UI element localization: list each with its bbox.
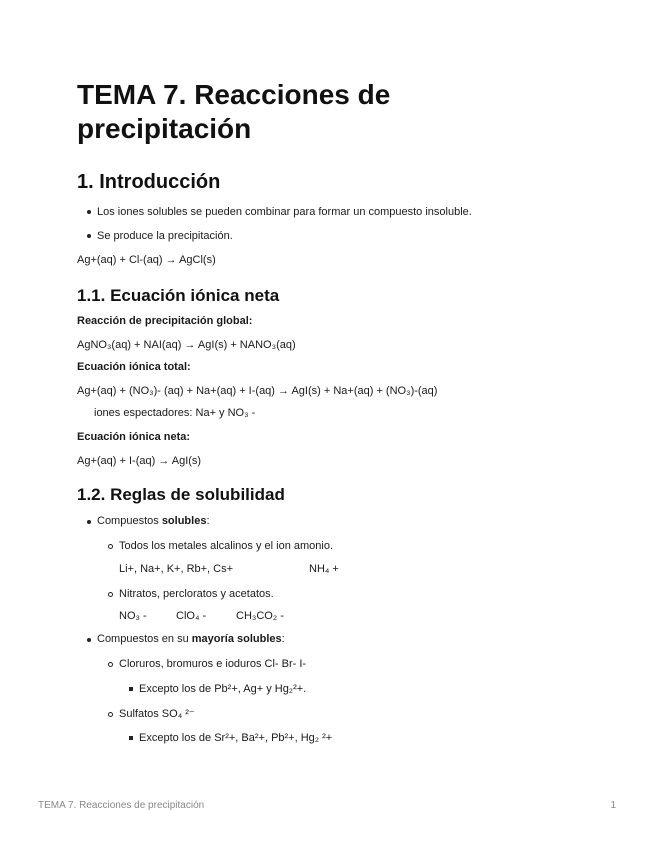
page-number: 1: [610, 800, 616, 811]
bullet-marker: [87, 520, 91, 524]
sub-bullet-marker: [108, 544, 113, 549]
ion-ammonium: NH₄ +: [309, 563, 339, 575]
equation-total: Ag+(aq) + (NO₃)- (aq) + Na+(aq) + I-(aq) → AgI(s) + Na+(aq) + (NO₃)-(aq): [77, 385, 438, 397]
list-item: Cloruros, bromuros e ioduros Cl- Br- I-: [119, 658, 307, 670]
ion-perchlorate: ClO₄ -: [176, 610, 207, 622]
bullet-marker: [87, 638, 91, 642]
equation-net: Ag+(aq) + I-(aq) → AgI(s): [77, 455, 202, 467]
list-item: Sulfatos SO₄ ²⁻: [119, 708, 195, 720]
equation: Ag+(aq) + Cl-(aq) → AgCl(s): [77, 254, 216, 266]
label-global: Reacción de precipitación global:: [77, 315, 253, 327]
footer-title: TEMA 7. Reacciones de precipitación: [38, 800, 205, 811]
list-item: Nitratos, percloratos y acetatos.: [119, 588, 274, 600]
label-total: Ecuación iónica total:: [77, 361, 191, 373]
sub-bullet-marker: [108, 712, 113, 717]
bullet-marker: [87, 234, 91, 238]
section-heading-reglas-solubilidad: 1.2. Reglas de solubilidad: [77, 485, 285, 504]
sub-sub-bullet-marker: [129, 736, 133, 740]
list-item-solubles: Compuestos solubles:: [97, 515, 210, 527]
label-net: Ecuación iónica neta:: [77, 431, 191, 443]
list-item-mayoria-solubles: Compuestos en su mayoría solubles:: [97, 633, 285, 645]
ion-acetate: CH₃CO₂ -: [236, 610, 284, 622]
list-item: Excepto los de Pb²+, Ag+ y Hg₂²+.: [139, 683, 307, 695]
ion-list: Li+, Na+, K+, Rb+, Cs+: [119, 563, 234, 575]
sub-bullet-marker: [108, 662, 113, 667]
section-heading-ecuacion-ionica-neta: 1.1. Ecuación iónica neta: [77, 286, 280, 305]
sub-sub-bullet-marker: [129, 687, 133, 691]
list-item: Todos los metales alcalinos y el ion amonio.: [119, 540, 334, 552]
list-item: Los iones solubles se pueden combinar para formar un compuesto insoluble.: [97, 206, 472, 218]
bullet-marker: [87, 210, 91, 214]
section-heading-introduccion: 1. Introducción: [77, 171, 221, 193]
list-item: Excepto los de Sr²+, Ba²+, Pb²+, Hg₂ ²+: [139, 732, 333, 744]
ion-nitrate: NO₃ -: [119, 610, 147, 622]
equation-global: AgNO₃(aq) + NAI(aq) → AgI(s) + NANO₃(aq): [77, 339, 296, 351]
spectator-ions: iones espectadores: Na+ y NO₃ -: [94, 407, 256, 419]
page-title: TEMA 7. Reacciones de precipitación: [77, 79, 391, 144]
list-item: Se produce la precipitación.: [97, 230, 233, 242]
sub-bullet-marker: [108, 592, 113, 597]
